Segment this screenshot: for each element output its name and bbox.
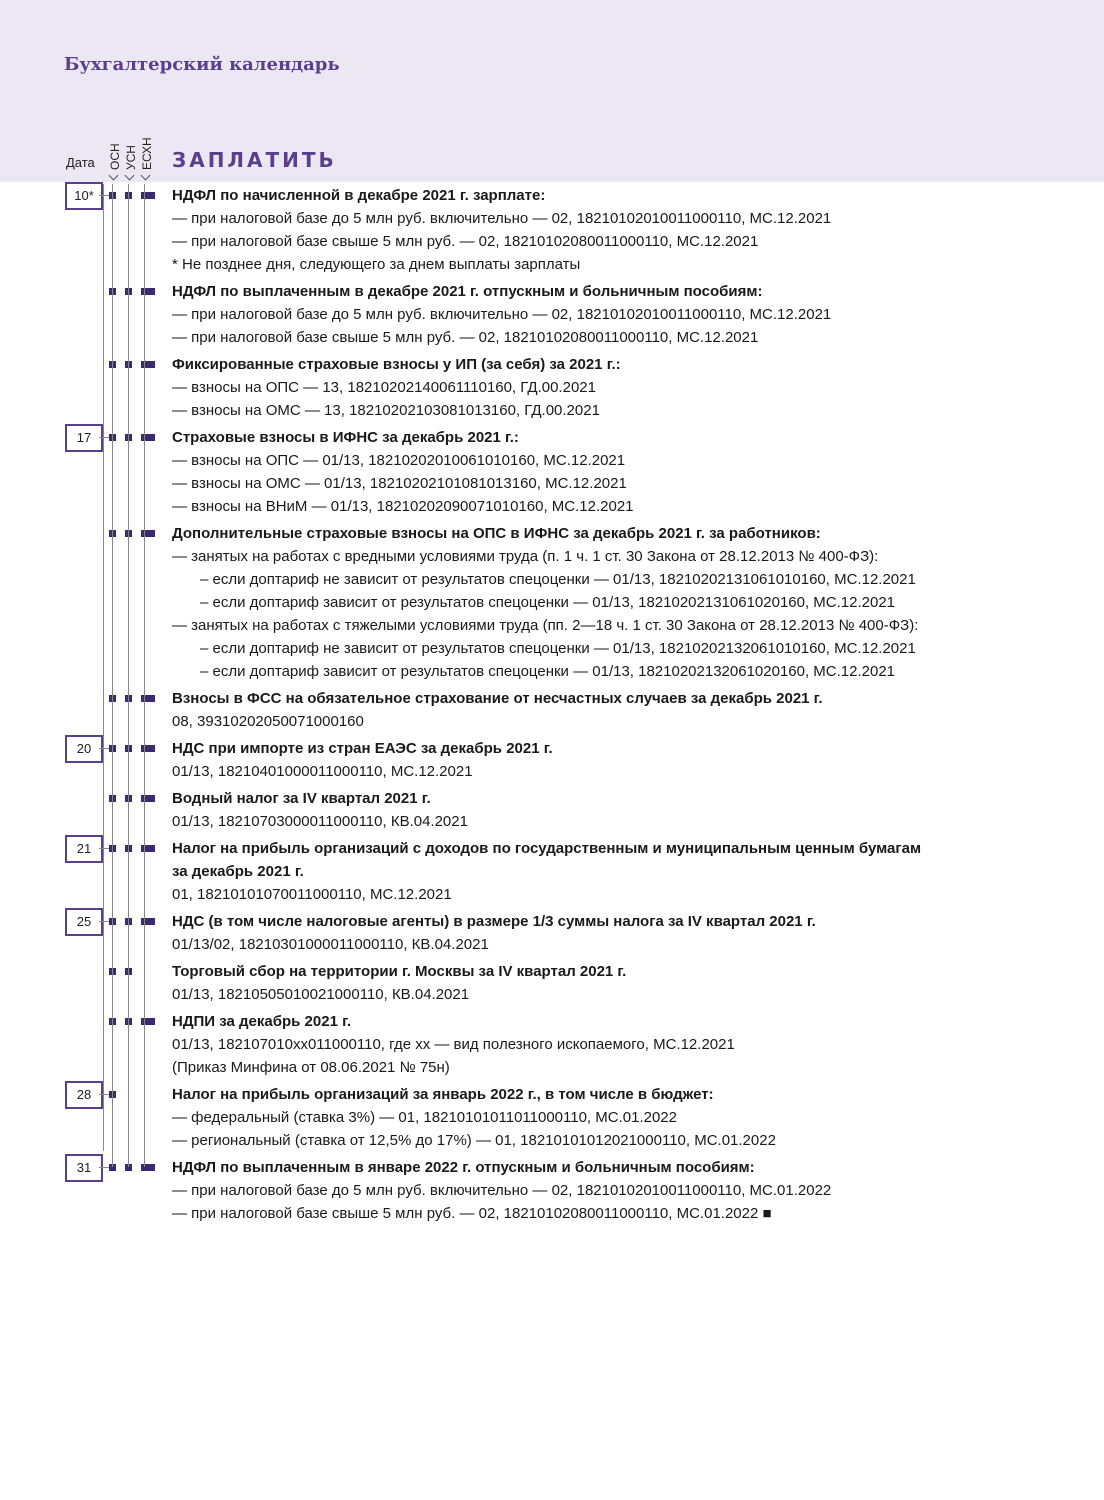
regime-marker [148, 1018, 155, 1025]
entry-title: НДС при импорте из стран ЕАЭС за декабрь 2021 г. [172, 740, 553, 757]
calendar-entry [172, 280, 1072, 349]
page-header-band [0, 0, 1104, 182]
regime-marker [148, 288, 155, 295]
entry-line: 01/13, 18210703000011000110, КВ.04.2021 [172, 813, 468, 830]
date-box: 28 [65, 1081, 103, 1109]
calendar-entry [172, 1156, 1072, 1225]
calendar-entry [172, 1083, 1072, 1152]
entry-line: * Не позднее дня, следующего за днем выплаты зарплаты [172, 256, 581, 273]
date-box: 17 [65, 424, 103, 452]
entry-title: Страховые взносы в ИФНС за декабрь 2021 г.: [172, 429, 519, 446]
calendar-entry [172, 910, 1072, 956]
entry-line: — взносы на ОПС — 13, 18210202140061110160, ГД.00.2021 [172, 379, 596, 396]
regime-line [144, 184, 145, 1167]
regime-line [112, 184, 113, 1167]
entry-title: Дополнительные страховые взносы на ОПС в ИФНС за декабрь 2021 г. за работников: [172, 525, 821, 542]
calendar-entry [172, 787, 1072, 833]
entry-line: 01/13, 18210505010021000110, КВ.04.2021 [172, 986, 470, 1003]
entry-line: – если доптариф зависит от результатов спецоценки — 01/13, 18210202132061020160, МС.12.2021 [200, 663, 896, 680]
entry-title: Водный налог за IV квартал 2021 г. [172, 790, 431, 807]
regime-marker [148, 918, 155, 925]
entry-title: Фиксированные страховые взносы у ИП (за себя) за 2021 г.: [172, 356, 621, 373]
calendar-entry [172, 837, 1072, 906]
calendar-entry [172, 687, 1072, 733]
calendar-entry [172, 737, 1072, 783]
entry-line: 01/13, 182107010xx011000110, где xx — вид полезного ископаемого, МС.12.2021 [172, 1036, 735, 1053]
entry-title: НДПИ за декабрь 2021 г. [172, 1013, 351, 1030]
entry-title: НДС (в том числе налоговые агенты) в размере 1/3 суммы налога за IV квартал 2021 г. [172, 913, 816, 930]
regime-header-osn: ОСН [108, 143, 122, 170]
entry-line: — занятых на работах с вредными условиями труда (п. 1 ч. 1 ст. 30 Закона от 28.12.2013 № 400-ФЗ): [172, 548, 879, 565]
running-title: Бухгалтерский календарь [64, 54, 340, 75]
calendar-entry [172, 522, 1072, 683]
section-title: ЗАПЛАТИТЬ [172, 148, 337, 172]
regime-header-usn: УСН [124, 145, 138, 170]
regime-marker [148, 1164, 155, 1171]
payment-calendar [0, 182, 1104, 1222]
entry-line: — при налоговой базе до 5 млн руб. включительно — 02, 18210102010011000110, МС.12.2021 [172, 306, 832, 323]
entry-line: — при налоговой базе свыше 5 млн руб. — 02, 18210102080011000110, МС.01.2022 ■ [172, 1205, 772, 1222]
regime-marker [148, 434, 155, 441]
regime-header-eshn: ЕСХН [140, 137, 154, 170]
regime-marker [148, 361, 155, 368]
entry-line: 08, 39310202050071000160 [172, 713, 364, 730]
entry-line: – если доптариф не зависит от результатов спецоценки — 01/13, 18210202132061010160, МС.12.2021 [200, 640, 916, 657]
entry-line: — при налоговой базе свыше 5 млн руб. — 02, 18210102080011000110, МС.12.2021 [172, 329, 759, 346]
entry-title: Налог на прибыль организаций за январь 2022 г., в том числе в бюджет: [172, 1086, 714, 1103]
entry-line: — взносы на ОМС — 01/13, 18210202101081013160, МС.12.2021 [172, 475, 627, 492]
entry-title: Взносы в ФСС на обязательное страхование от несчастных случаев за декабрь 2021 г. [172, 690, 823, 707]
entry-line: 01, 18210101070011000110, МС.12.2021 [172, 886, 452, 903]
entry-title: НДФЛ по выплаченным в январе 2022 г. отпускным и больничным пособиям: [172, 1159, 755, 1176]
entry-line: — при налоговой базе свыше 5 млн руб. — 02, 18210102080011000110, МС.12.2021 [172, 233, 759, 250]
entry-line: — взносы на ОПС — 01/13, 18210202010061010160, МС.12.2021 [172, 452, 626, 469]
entry-line: — федеральный (ставка 3%) — 01, 18210101011011000110, МС.01.2022 [172, 1109, 677, 1126]
calendar-entry [172, 1010, 1072, 1079]
entry-line: — региональный (ставка от 12,5% до 17%) — 01, 18210101012021000110, МС.01.2022 [172, 1132, 776, 1149]
entry-title: НДФЛ по начисленной в декабре 2021 г. зарплате: [172, 187, 546, 204]
entry-title: Торговый сбор на территории г. Москвы за IV квартал 2021 г. [172, 963, 627, 980]
entry-line: (Приказ Минфина от 08.06.2021 № 75н) [172, 1059, 450, 1076]
entry-line: — занятых на работах с тяжелыми условиями труда (пп. 2—18 ч. 1 ст. 30 Закона от 28.12.2013 № 400-ФЗ): [172, 617, 919, 634]
regime-line [128, 184, 129, 1167]
entry-line: — при налоговой базе до 5 млн руб. включительно — 02, 18210102010011000110, МС.01.2022 [172, 1182, 832, 1199]
calendar-entry [172, 353, 1072, 422]
regime-marker [148, 795, 155, 802]
date-box: 25 [65, 908, 103, 936]
regime-marker [148, 695, 155, 702]
calendar-entry [172, 184, 1072, 276]
entry-line: — взносы на ВНиМ — 01/13, 18210202090071010160, МС.12.2021 [172, 498, 634, 515]
entry-line: — при налоговой базе до 5 млн руб. включительно — 02, 18210102010011000110, МС.12.2021 [172, 210, 832, 227]
date-box: 20 [65, 735, 103, 763]
date-column-header: Дата [66, 155, 95, 170]
calendar-entry [172, 426, 1072, 518]
chevron-down-icon [125, 171, 135, 181]
regime-marker [148, 745, 155, 752]
entry-line: – если доптариф зависит от результатов спецоценки — 01/13, 18210202131061020160, МС.12.2021 [200, 594, 896, 611]
entry-line: 01/13, 18210401000011000110, МС.12.2021 [172, 763, 473, 780]
date-line [103, 184, 104, 1151]
chevron-down-icon [109, 171, 119, 181]
entry-line: 01/13/02, 18210301000011000110, КВ.04.2021 [172, 936, 489, 953]
entry-line: – если доптариф не зависит от результатов спецоценки — 01/13, 18210202131061010160, МС.12.2021 [200, 571, 916, 588]
regime-marker [148, 192, 155, 199]
entry-title: НДФЛ по выплаченным в декабре 2021 г. отпускным и больничным пособиям: [172, 283, 763, 300]
date-box: 21 [65, 835, 103, 863]
entry-line: — взносы на ОМС — 13, 18210202103081013160, ГД.00.2021 [172, 402, 600, 419]
entry-title: Налог на прибыль организаций с доходов по государственным и муниципальным ценным бумагам [172, 840, 922, 857]
regime-marker [148, 845, 155, 852]
calendar-entry [172, 960, 1072, 1006]
entry-title: за декабрь 2021 г. [172, 863, 304, 880]
regime-marker [148, 530, 155, 537]
date-box: 10* [65, 182, 103, 210]
chevron-down-icon [141, 171, 151, 181]
date-box: 31 [65, 1154, 103, 1182]
